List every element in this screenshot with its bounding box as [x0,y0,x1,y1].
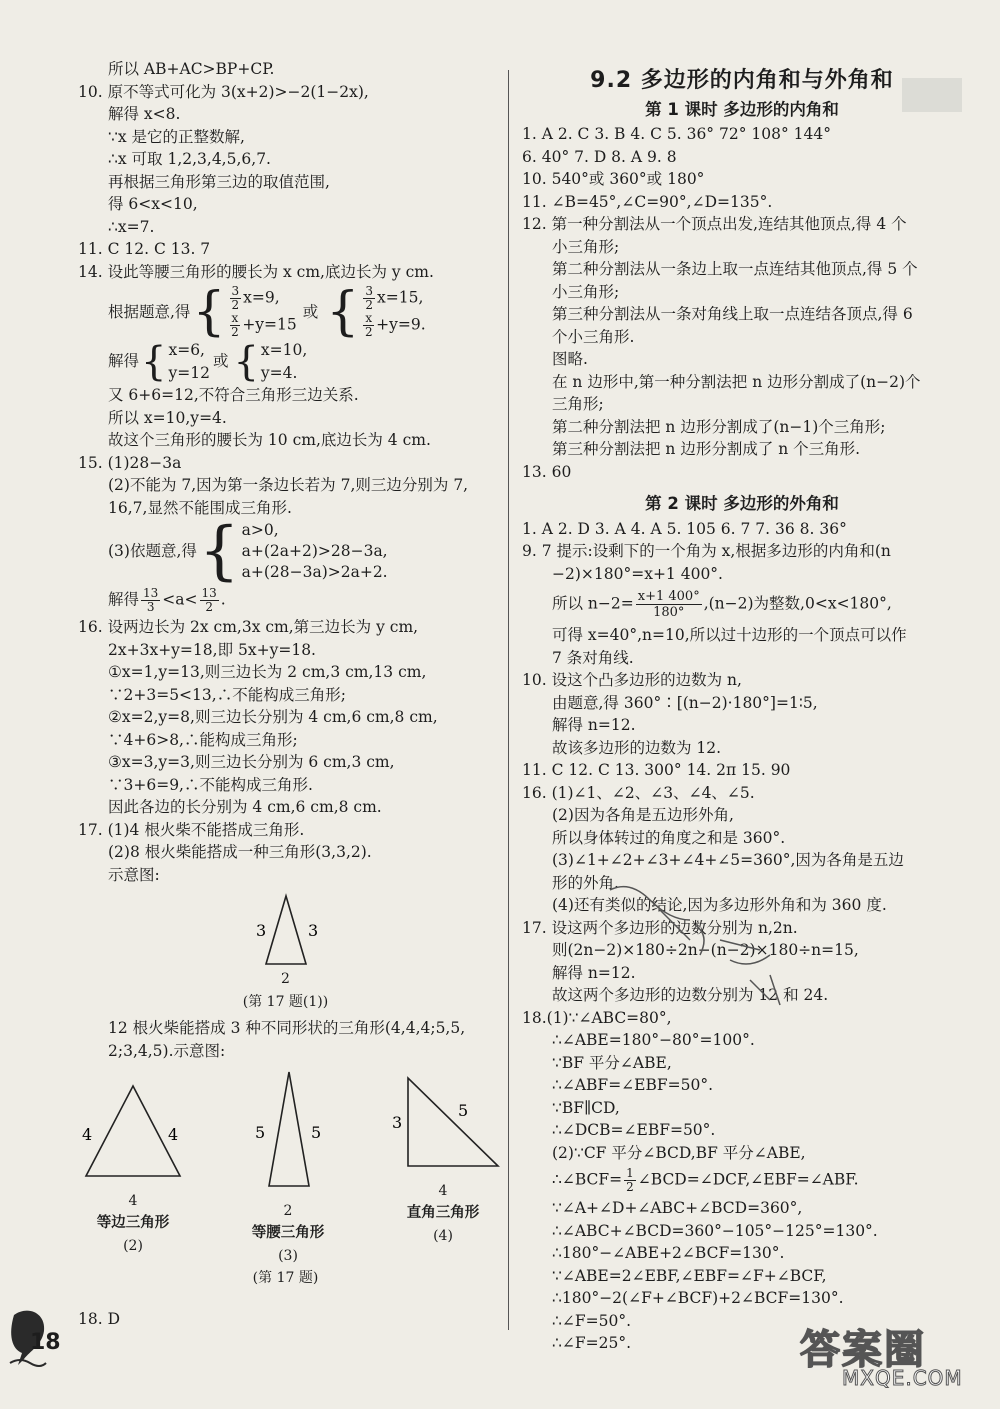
svg-text:3: 3 [392,1113,403,1132]
question-10: 10. 设这个凸多边形的边数为 n, 由题意,得 360°∶[(n−2)·180°]=1∶5, 解得 n=12. 故该多边形的边数为 12. [522,671,818,757]
lesson-2-title: 第 2 课时 多边形的外角和 [645,494,839,513]
page-number: 18 [30,1330,61,1355]
figure-17-caption: (第 17 题) [252,1270,319,1286]
handwriting-scribble [600,870,800,1020]
right-triangle: 3 5 4 直角三角形 (4) [378,1068,508,1267]
question-16: 16. (1)∠1、∠2、∠3、∠4、∠5. (2)因为各角是五边形外角, 所以身体转过的角度之和是 360°. (3)∠1+∠2+∠3+∠4+∠5=360°,因为各角是五边 形的外角. (4)还有类似的结论,因为多边形外角和为 360 度. [522,783,904,914]
answers-11-13: 11. C 12. C 13. 7 [78,240,211,258]
svg-text:4: 4 [82,1125,93,1144]
question-10: 10. 原不等式可化为 3(x+2)>−2(1−2x), 解得 x<8. ∵x 是它的正整数解, ∴x 可取 1,2,3,4,5,6,7. 再根据三角形第三边的取值范围, 得 6<x<10, ∴x=7. [78,82,369,236]
svg-text:5: 5 [311,1123,322,1142]
svg-text:3: 3 [307,921,318,940]
text-line: 所以 AB+AC>BP+CP. [108,60,275,78]
question-14: 14. 设此等腰三角形的腰长为 x cm,底边长为 y cm. 根据题意,得 { $\frac{3}{2}$ x=9, $\frac{x}{2}$ +y=15 或 { $\frac{3}{2}$ x=15, $\frac{x}{2}$ +y=9. 解得 { x=6, y=12 或 { x=10, y=4. 又 6+6=12,不符合三角形三边关系. 所以 x=10,y=4. 故这个三角形的腰长为 10 cm,底边长为 4 cm. [78,261,493,452]
figure-17-1: 3 3 2 (第 17 题(1)) [78,892,493,1013]
equilateral-triangle: 4 4 4 等边三角形 (2) [68,1068,198,1267]
equation-system: 根据题意,得 { $\frac{3}{2}$ x=9, $\frac{x}{2}$ +y=15 或 { $\frac{3}{2}$ x=15, $\frac{x}{2}$ +y=9. [108,282,426,342]
svg-text:3: 3 [255,921,266,940]
svg-text:5: 5 [255,1123,266,1142]
right-column: 9.2 多边形的内角和与外角和 第 1 课时 多边形的内角和 1. A 2. C 3. B 4. C 5. 36° 72° 108° 144° 6. 40° 7. D 8. A 9. 8 10. 540°或 360°或 180° 11. ∠B=45°,∠C=90°,∠D=135°. 12. 第一种分割法从一个顶点出发,连结其他顶点,得 4 个 小三角形; 第二种分割法从一条边上取一点连结其他顶点,得 5 个 小三角形; 第三种分割法从一条对角线上取一点连结各顶点,得 6 个小三角形. 图略. 在 n 边形中,第一种分割法把 n 边形分割成了(n−2)个 三角形; 第二种分割法把 n 边形分割成了(n−1)个三角形; 第三种分割法把 n 边形分割成了 n 个三角形. 13. 60 第 2 课时 多边形的外角和 1. A 2. D 3. A 4. A 5. 105 6. 7 7. 36 8. 36° 9. 7 提示:设剩下的一个角为 x,根据多边形的内角和(n −2)×180°=x+1 400°. 所以 n−2= $\frac{x+1 400^\circ}{180^\circ}$ ,(n−2)为整数,0<x<180°, 可得 x=40°,n=10,所以过十边形的一个顶点可以作 7 条对角线. 10. 设这个凸多边形的边数为 n, 由题意,得 360°∶[(n−2)·180°]=1∶5, 解得 n=12. 故该多边形的边数为 12. 11. C 12. C 13. 300° 14. 2π 15. 90 16. (1)∠1、∠2、∠3、∠4、∠5. (2)因为各角是五边形外角, 所以身体转过的角度之和是 360°. (3)∠1+∠2+∠3+∠4+∠5=360°,因为各角是五边 形的外角. (4)还有类似的结论,因为多边形外角和为 360 度. 17. 设这两个多边形的边数分别为 n,2n. 则(2n−2)×180÷2n−(n−2)×180÷n=15, 解得 n=12. 故这两个多边形的边数分别为 12 和 24. 18.(1)∵∠ABC=80°, ∴∠ABE=180°−80°=100°. ∵BF 平分∠ABE, ∴∠ABF=∠EBF=50°. ∵BF∥CD, ∴∠DCB=∠EBF=50°. (2)∵CF 平分∠BCD,BF 平分∠ABE, ∴∠BCF= $\frac{1}{2}$ ∠BCD=∠DCF,∠EBF=∠ABF. ∵∠A+∠D+∠ABC+∠BCD=360°, ∴∠ABC+∠BCD=360°−105°−125°=130°. ∴180°−∠ABE+2∠BCF=130°. ∵∠ABE=2∠EBF,∠EBF=∠F+∠BCF, ∴180°−2(∠F+∠BCF)+2∠BCF=130°. ∴∠F=50°. ∴∠F=25°. [522,58,962,1355]
column-divider [508,70,509,1330]
watermark-logo: 答案圈 [800,1327,926,1373]
question-17: 17. (1)4 根火柴不能搭成三角形. (2)8 根火柴能搭成一种三角形(3,3,2). 示意图: [78,820,372,884]
question-17: 17. 设这两个多边形的边数分别为 n,2n. 则(2n−2)×180÷2n−(n−2)×180÷n=15, 解得 n=12. 故这两个多边形的边数分别为 12 和 24. [522,918,859,1004]
question-12: 12. 第一种分割法从一个顶点出发,连结其他顶点,得 4 个 小三角形; 第二种分割法从一条边上取一点连结其他顶点,得 5 个 小三角形; 第三种分割法从一条对角线上取一点连结各顶点,得 6 个小三角形. 图略. 在 n 边形中,第一种分割法把 n 边形分割成了(n−2)个 三角形; 第二种分割法把 n 边形分割成了(n−1)个三角形; 第三种分割法把 n 边形分割成了 n 个三角形. [522,215,921,458]
section-title: 9.2 多边形的内角和与外角和 [590,68,894,93]
isosceles-triangle: 5 5 2 等腰三角形 (3) [233,1068,343,1267]
triangle-figure [226,892,346,972]
watermark-url: MXQE.COM [842,1366,963,1390]
figure-17 [68,1068,508,1267]
lesson-1-title: 第 1 课时 多边形的内角和 [645,99,839,119]
left-column [78,58,493,1330]
question-16: 16. 设两边长为 2x cm,3x cm,第三边长为 y cm, 2x+3x+y=18,即 5x+y=18. ①x=1,y=13,则三边长为 2 cm,3 cm,13 cm, ∵2+3=5<13,∴不能构成三角形; ②x=2,y=8,则三边长分别为 4 cm,6 cm,8 cm, ∵4+6>8,∴能构成三角形; ③x=3,y=3,则三边长分别为 6 cm,3 cm, ∵3+6=9,∴不能构成三角形. 因此各边的长分别为 4 cm,6 cm,8 cm. [78,618,438,816]
question-15: 15. (1)28−3a (2)不能为 7,因为第一条边长若为 7,则三边分别为 7, 16,7,显然不能围成三角形. (3)依题意,得 { a>0, a+(2a+2)>28−3a, a+(28−3a)>2a+2. 解得 $\frac{13}{3}$ <a< $\frac{13}{2}$ . [78,453,469,614]
svg-text:5: 5 [458,1101,469,1120]
solution-system: 解得 { x=6, y=12 或 { x=10, y=4. [108,338,308,385]
question-17-part: 12 根火柴能搭成 3 种不同形状的三角形(4,4,4;5,5, 2;3,4,5).示意图: [108,1019,466,1060]
question-18: 18.(1)∵∠ABC=80°, ∴∠ABE=180°−80°=100°. ∵BF 平分∠ABE, ∴∠ABF=∠EBF=50°. ∵BF∥CD, ∴∠DCB=∠EBF=50°. (2)∵CF 平分∠BCD,BF 平分∠ABE, ∴∠BCF= $\frac{1}{2}$ ∠BCD=∠DCF,∠EBF=∠ABF. ∵∠A+∠D+∠ABC+∠BCD=360°, ∴∠ABC+∠BCD=360°−105°−125°=130°. ∴180°−∠ABE+2∠BCF=130°. ∵∠ABE=2∠EBF,∠EBF=∠F+∠BCF, ∴180°−2(∠F+∠BCF)+2∠BCF=130°. ∴∠F=50°. ∴∠F=25°. [522,1008,878,1352]
answer-18: 18. D [78,1309,121,1328]
svg-text:4: 4 [168,1125,179,1144]
